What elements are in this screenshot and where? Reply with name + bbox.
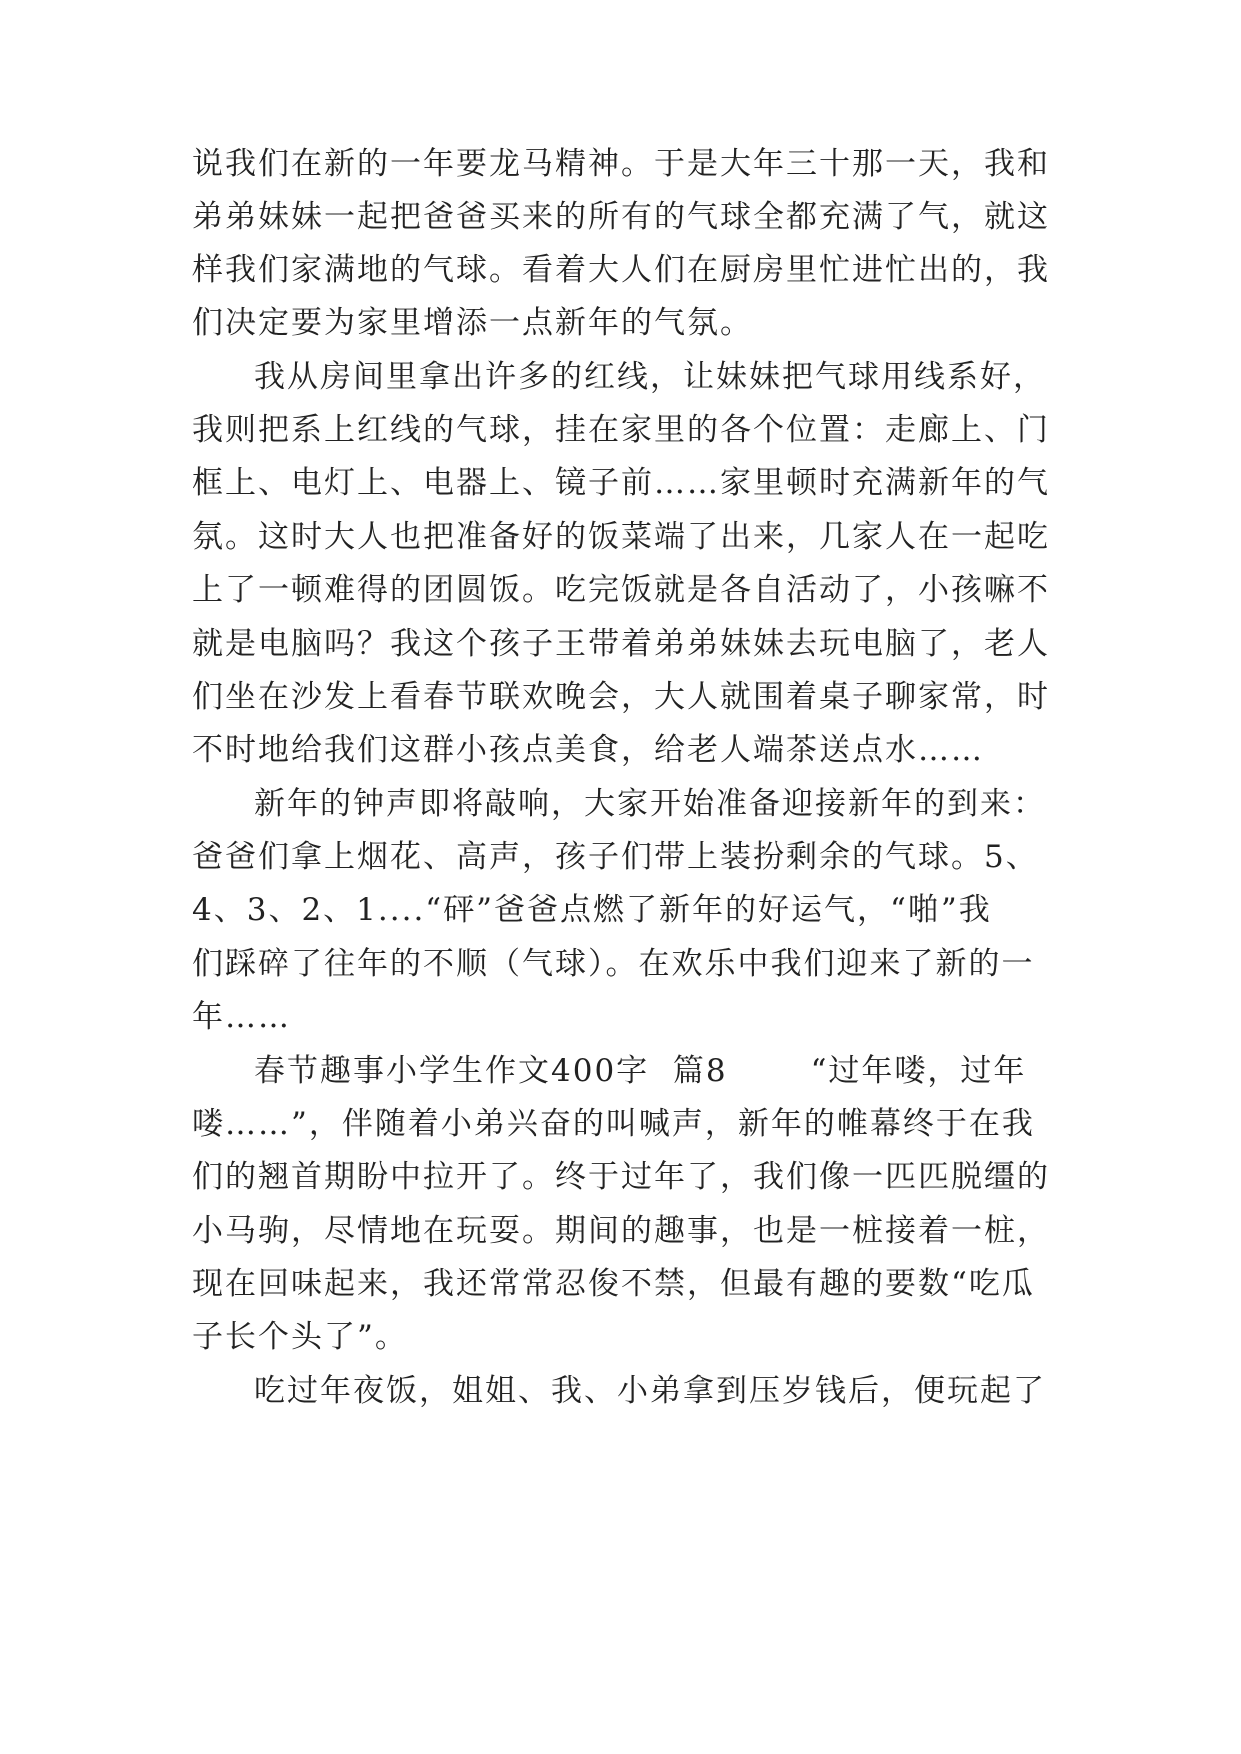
text-line: 爸爸们拿上烟花、高声，孩子们带上装扮剩余的气球。5、	[192, 839, 1039, 875]
text-line: 样我们家满地的气球。看着大人们在厨房里忙进忙出的，我	[192, 252, 1050, 288]
section-heading-line: 春节趣事小学生作文400字 篇8 “过年喽，过年	[254, 1053, 1027, 1089]
text-line: 就是电脑吗？我这个孩子王带着弟弟妹妹去玩电脑了，老人	[192, 626, 1050, 662]
text-line: 框上、电灯上、电器上、镜子前……家里顿时充满新年的气	[192, 465, 1050, 501]
text-line: 们踩碎了往年的不顺（气球）。在欢乐中我们迎来了新的一	[192, 946, 1035, 982]
text-line: 上了一顿难得的团圆饭。吃完饭就是各自活动了，小孩嘛不	[192, 572, 1050, 608]
text-line: 我则把系上红线的气球，挂在家里的各个位置：走廊上、门	[192, 412, 1050, 448]
text-line: 现在回味起来，我还常常忍俊不禁，但最有趣的要数“吃瓜	[192, 1266, 1035, 1302]
paragraph-first-line: 吃过年夜饭，姐姐、我、小弟拿到压岁钱后，便玩起了	[254, 1373, 1046, 1409]
paragraph-first-line: 我从房间里拿出许多的红线，让妹妹把气球用线系好，	[254, 359, 1046, 395]
text-line: 弟弟妹妹一起把爸爸买来的所有的气球全都充满了气，就这	[192, 199, 1050, 235]
text-line: 不时地给我们这群小孩点美食，给老人端茶送点水……	[192, 732, 984, 768]
text-line: 们的翘首期盼中拉开了。终于过年了，我们像一匹匹脱缰的	[192, 1159, 1050, 1195]
text-line: 氛。这时大人也把准备好的饭菜端了出来，几家人在一起吃	[192, 519, 1050, 555]
text-line: 小马驹，尽情地在玩耍。期间的趣事，也是一桩接着一桩，	[192, 1213, 1050, 1249]
text-line: 喽……”，伴随着小弟兴奋的叫喊声，新年的帷幕终于在我	[192, 1106, 1035, 1142]
text-line: 们决定要为家里增添一点新年的气氛。	[192, 305, 753, 341]
text-line: 4、3、2、1....“砰”爸爸点燃了新年的好运气，“啪”我	[192, 892, 992, 928]
text-line: 年……	[192, 999, 291, 1035]
text-line: 们坐在沙发上看春节联欢晚会，大人就围着桌子聊家常，时	[192, 679, 1050, 715]
text-line: 说我们在新的一年要龙马精神。于是大年三十那一天，我和	[192, 146, 1050, 182]
body-text	[192, 0, 1072, 1754]
paragraph-first-line: 新年的钟声即将敲响，大家开始准备迎接新年的到来：	[254, 786, 1046, 822]
text-line: 子长个头了”。	[192, 1319, 408, 1355]
